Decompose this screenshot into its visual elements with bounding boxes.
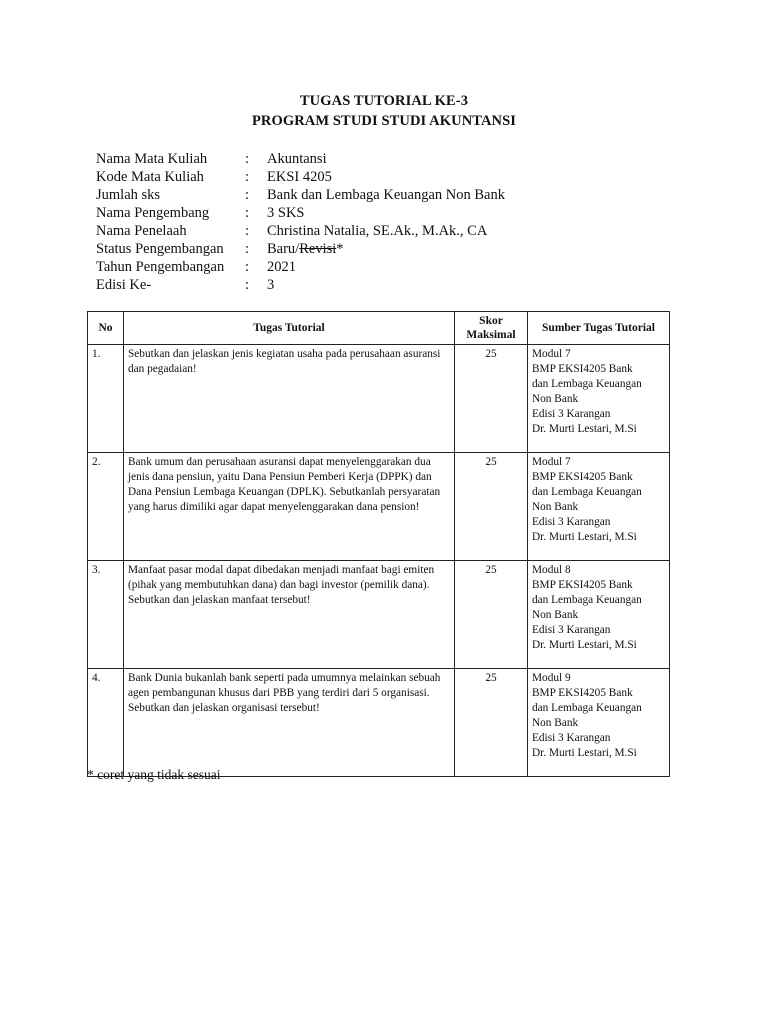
- source-line: BMP EKSI4205 Bank: [532, 687, 633, 699]
- meta-value: Christina Natalia, SE.Ak., M.Ak., CA: [267, 223, 488, 239]
- source-line: Modul 7: [532, 348, 571, 360]
- meta-colon: :: [245, 169, 250, 185]
- source-line: dan Lembaga Keuangan: [532, 702, 642, 714]
- source-line: Edisi 3 Karangan: [532, 516, 611, 528]
- source-line: Edisi 3 Karangan: [532, 408, 611, 420]
- source-line: Dr. Murti Lestari, M.Si: [532, 747, 637, 759]
- meta-label: Nama Mata Kuliah: [96, 151, 208, 167]
- table-row: [88, 453, 670, 561]
- status-asterisk: *: [336, 241, 344, 257]
- meta-label: Jumlah sks: [96, 187, 161, 203]
- task-score: 25: [455, 345, 528, 453]
- task-score: 25: [455, 669, 528, 777]
- meta-value: Akuntansi: [267, 151, 327, 167]
- source-line: Dr. Murti Lestari, M.Si: [532, 531, 637, 543]
- task-number: 2.: [88, 453, 124, 561]
- header-sumber: Sumber Tugas Tutorial: [528, 312, 670, 345]
- meta-colon: :: [245, 187, 250, 203]
- task-source: [528, 345, 670, 453]
- source-line: Edisi 3 Karangan: [532, 732, 611, 744]
- header-no: No: [88, 312, 124, 345]
- meta-label: Kode Mata Kuliah: [96, 169, 204, 185]
- source-line: BMP EKSI4205 Bank: [532, 579, 633, 591]
- table-row: [88, 561, 670, 669]
- source-line: Modul 8: [532, 564, 571, 576]
- meta-row-jumlah-sks: [96, 186, 505, 204]
- task-text: Bank umum dan perusahaan asuransi dapat menyelenggarakan dua jenis dana pensiun, yaitu Dana Pensiun Pemberi Kerja (DPPK) dan Dana Pensiun Lembaga Keuangan (DPLK). Sebutkanlah persyaratan yang harus dimiliki agar dapat menyelenggarakan dana pension!: [124, 453, 455, 561]
- meta-value: [267, 240, 344, 258]
- meta-label: Edisi Ke-: [96, 277, 152, 293]
- source-line: Dr. Murti Lestari, M.Si: [532, 423, 637, 435]
- table-header-row: [88, 312, 670, 345]
- source-line: Edisi 3 Karangan: [532, 624, 611, 636]
- meta-row-nama-mata-kuliah: [96, 150, 505, 168]
- meta-colon: :: [245, 259, 250, 275]
- task-number: 3.: [88, 561, 124, 669]
- meta-colon: :: [245, 223, 250, 239]
- meta-label: Status Pengembangan: [96, 241, 224, 257]
- header-skor-line1: Skor: [479, 315, 503, 327]
- meta-colon: :: [245, 241, 250, 257]
- course-info: [96, 150, 505, 294]
- task-score: 25: [455, 453, 528, 561]
- document-title: TUGAS TUTORIAL KE-3: [299, 93, 469, 109]
- meta-row-tahun-pengembangan: [96, 258, 505, 276]
- meta-row-edisi: [96, 276, 505, 294]
- task-score: 25: [455, 561, 528, 669]
- source-line: Modul 7: [532, 456, 571, 468]
- meta-value: 2021: [267, 259, 296, 275]
- meta-colon: :: [245, 151, 250, 167]
- task-text: Sebutkan dan jelaskan jenis kegiatan usaha pada perusahaan asuransi dan pegadaian!: [124, 345, 455, 453]
- source-line: BMP EKSI4205 Bank: [532, 471, 633, 483]
- task-text: Bank Dunia bukanlah bank seperti pada umumnya melainkan sebuah agen pembangunan khusus dari PBB yang terdiri dari 5 organisasi. Sebutkan dan jelaskan organisasi tersebut!: [124, 669, 455, 777]
- meta-row-nama-pengembang: [96, 204, 505, 222]
- meta-label: Nama Penelaah: [96, 223, 187, 239]
- meta-colon: :: [245, 277, 250, 293]
- meta-value: EKSI 4205: [267, 169, 332, 185]
- meta-colon: :: [245, 205, 250, 221]
- meta-label: Tahun Pengembangan: [96, 259, 225, 275]
- status-revisi-struck: Revisi: [299, 241, 337, 257]
- source-line: dan Lembaga Keuangan: [532, 378, 642, 390]
- task-source: [528, 669, 670, 777]
- table-row: [88, 345, 670, 453]
- document-subtitle: PROGRAM STUDI STUDI AKUNTANSI: [251, 113, 517, 129]
- meta-row-nama-penelaah: [96, 222, 505, 240]
- task-source: [528, 561, 670, 669]
- source-line: Non Bank: [532, 393, 579, 405]
- task-source: [528, 453, 670, 561]
- header-tugas: Tugas Tutorial: [124, 312, 455, 345]
- meta-label: Nama Pengembang: [96, 205, 210, 221]
- source-line: Modul 9: [532, 672, 571, 684]
- source-line: Non Bank: [532, 501, 579, 513]
- header-skor: [455, 312, 528, 345]
- tasks-table: [87, 311, 670, 777]
- meta-value: 3: [267, 277, 275, 293]
- footnote: * coret yang tidak sesuai: [87, 767, 221, 782]
- task-text: Manfaat pasar modal dapat dibedakan menjadi manfaat bagi emiten (pihak yang membutuhkan dana) dan bagi investor (pemilik dana). Sebutkan dan jelaskan manfaat tersebut!: [124, 561, 455, 669]
- status-baru: Baru/: [267, 241, 300, 257]
- table-row: [88, 669, 670, 777]
- table-body: [88, 345, 670, 777]
- source-line: dan Lembaga Keuangan: [532, 486, 642, 498]
- task-number: 1.: [88, 345, 124, 453]
- source-line: Dr. Murti Lestari, M.Si: [532, 639, 637, 651]
- source-line: dan Lembaga Keuangan: [532, 594, 642, 606]
- meta-row-status-pengembangan: [96, 240, 505, 258]
- task-number: 4.: [88, 669, 124, 777]
- source-line: Non Bank: [532, 717, 579, 729]
- meta-value: Bank dan Lembaga Keuangan Non Bank: [267, 187, 505, 203]
- meta-value: 3 SKS: [267, 205, 305, 221]
- source-line: Non Bank: [532, 609, 579, 621]
- meta-row-kode-mata-kuliah: [96, 168, 505, 186]
- header-skor-line2: Maksimal: [466, 329, 516, 341]
- source-line: BMP EKSI4205 Bank: [532, 363, 633, 375]
